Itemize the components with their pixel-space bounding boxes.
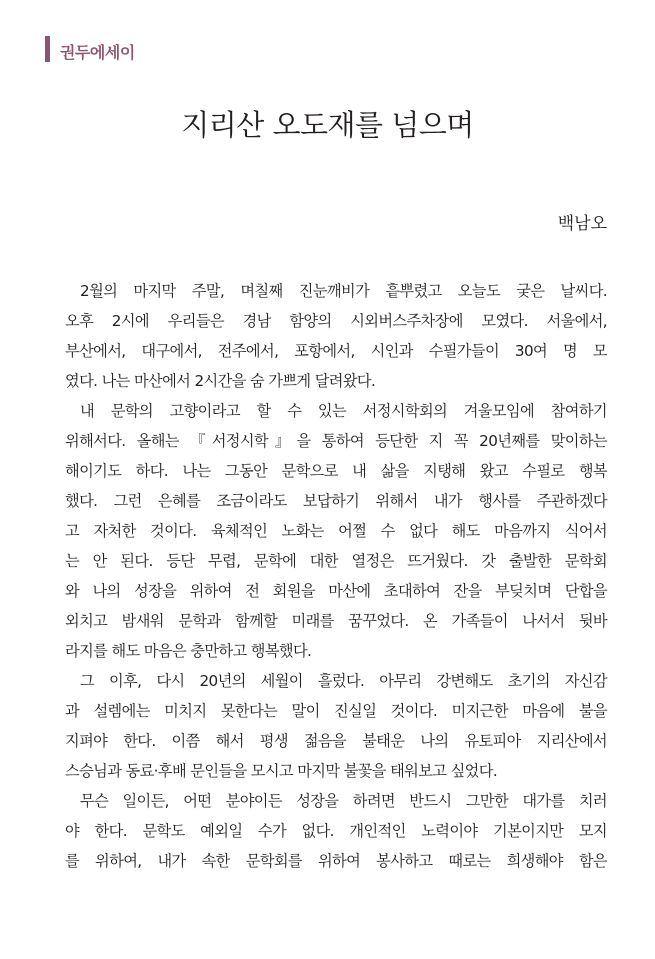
text-line: 는 안 된다. 등단 무렵, 문학에 대한 열정은 뜨거웠다. 갓 출발한 문학회 bbox=[65, 552, 607, 570]
text-line: 부산에서, 대구에서, 전주에서, 포항에서, 시인과 수필가들이 30여 명 모 bbox=[65, 342, 607, 360]
text-line: 지펴야 한다. 이쯤 해서 평생 젊음을 불태운 나의 유토피아 지리산에서 bbox=[65, 732, 607, 750]
text-line: 무슨 일이든, 어떤 분야이든 성장을 하려면 반드시 그만한 대가를 치러 bbox=[80, 792, 607, 810]
text-line: 라지를 해도 마음은 충만하고 행복했다. bbox=[65, 642, 312, 660]
text-line: 위해서다. 올해는 『서정시학』을 통하여 등단한 지 꼭 20년째를 맞이하는 bbox=[65, 432, 607, 450]
text-line: 고 자처한 것이다. 육체적인 노화는 어쩔 수 없다 해도 마음까지 식어서 bbox=[65, 522, 607, 540]
text-line: 내 문학의 고향이라고 할 수 있는 서정시학회의 겨울모임에 참여하기 bbox=[80, 402, 607, 420]
section-tag bbox=[45, 36, 135, 62]
paragraph bbox=[65, 666, 607, 786]
text-line: 야 한다. 문학도 예외일 수가 없다. 개인적인 노력이야 기본이지만 모지 bbox=[65, 822, 607, 840]
text-line: 했다. 그런 은혜를 조금이라도 보답하기 위해서 내가 행사를 주관하겠다 bbox=[65, 492, 607, 510]
text-line: 오후 2시에 우리들은 경남 함양의 시외버스주차장에 모였다. 서울에서, bbox=[65, 312, 607, 330]
article-title: 지리산 오도재를 넘으며 bbox=[181, 108, 474, 142]
text-line: 과 설렘에는 미치지 못한다는 말이 진실일 것이다. 미지근한 마음에 불을 bbox=[65, 702, 607, 720]
text-line: 였다. 나는 마산에서 2시간을 숨 가쁘게 달려왔다. bbox=[65, 372, 376, 390]
text-line: 2월의 마지막 주말, 며칠째 진눈깨비가 흩뿌렸고 오늘도 궂은 날씨다. bbox=[80, 282, 607, 300]
article-body bbox=[65, 276, 607, 876]
section-label: 권두에세이 bbox=[60, 42, 135, 62]
text-line: 그 이후, 다시 20년의 세월이 흘렀다. 아무리 강변해도 초기의 자신감 bbox=[80, 672, 607, 690]
paragraph bbox=[65, 786, 607, 876]
author-name: 백남오 bbox=[557, 214, 607, 234]
paragraph bbox=[65, 396, 607, 666]
text-line: 를 위하여, 내가 속한 문학회를 위하여 봉사하고 때로는 희생해야 함은 bbox=[65, 852, 607, 870]
text-line: 스승님과 동료·후배 문인들을 모시고 마지막 불꽃을 태워보고 싶었다. bbox=[65, 762, 498, 780]
text-line: 외치고 밤새워 문학과 함께할 미래를 꿈꾸었다. 온 가족들이 나서서 뒷바 bbox=[65, 612, 607, 630]
section-accent-bar bbox=[45, 36, 50, 62]
paragraph bbox=[65, 276, 607, 396]
text-line: 해이기도 하다. 나는 그동안 문학으로 내 삶을 지탱해 왔고 수필로 행복 bbox=[65, 462, 607, 480]
text-line: 와 나의 성장을 위하여 전 회원을 마산에 초대하여 잔을 부딪치며 단합을 bbox=[65, 582, 607, 600]
